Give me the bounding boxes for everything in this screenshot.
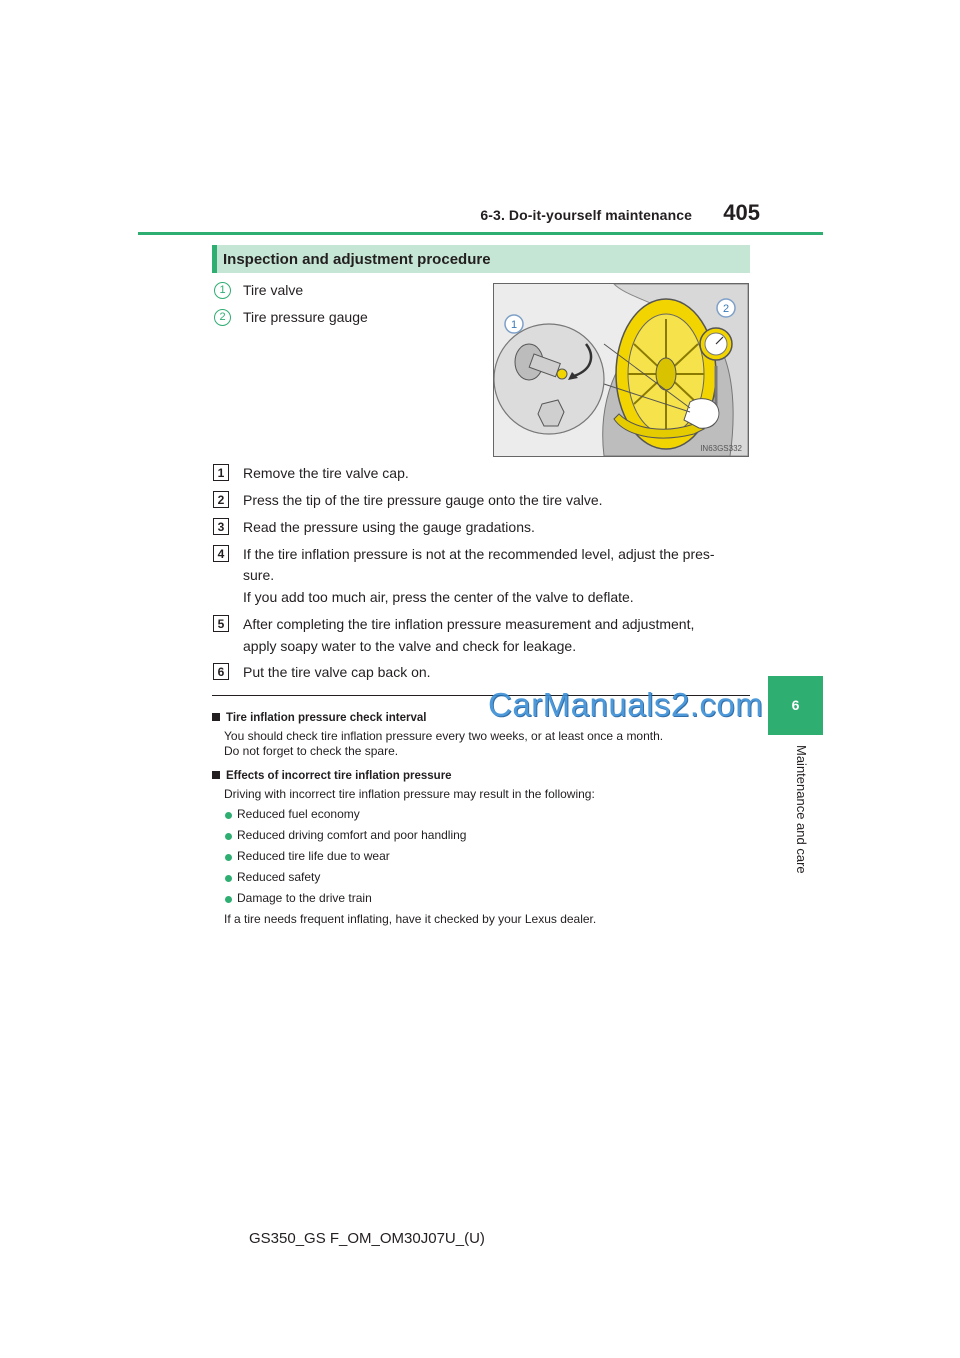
page-number: 405 (723, 200, 760, 225)
bullet-dot-icon (225, 896, 232, 903)
note-interval-heading (212, 708, 426, 726)
figure-marker-1: 1 (510, 319, 518, 331)
step-number-1: 1 (213, 464, 229, 481)
note-effects-heading (212, 766, 452, 784)
effects-bullet-3: Reduced tire life due to wear (237, 849, 390, 863)
chapter-tab: 6 (768, 676, 823, 735)
effects-bullet-2: Reduced driving comfort and poor handling (237, 828, 467, 842)
header-rule (138, 232, 823, 235)
step-number-6: 6 (213, 663, 229, 680)
effects-bullet-5: Damage to the drive train (237, 891, 372, 905)
effects-bullet-1: Reduced fuel economy (237, 807, 360, 821)
step-number-4: 4 (213, 545, 229, 562)
step-number-5: 5 (213, 615, 229, 632)
callout-number-1: 1 (214, 282, 231, 299)
bullet-dot-icon (225, 833, 232, 840)
header-section-title: 6-3. Do-it-yourself maintenance (480, 207, 692, 223)
bullet-dot-icon (225, 875, 232, 882)
bullet-dot-icon (225, 854, 232, 861)
square-bullet-icon (212, 713, 220, 721)
chapter-title-vertical: Maintenance and care (794, 745, 809, 874)
note-interval-body-2: Do not forget to check the spare. (224, 744, 399, 758)
step-3-text: Read the pressure using the gauge gradations. (243, 519, 535, 535)
footer-document-code: GS350_GS F_OM_OM30J07U_(U) (249, 1230, 485, 1247)
section-title: Inspection and adjustment procedure (223, 251, 491, 268)
callout-number-2: 2 (214, 309, 231, 326)
step-1-text: Remove the tire valve cap. (243, 465, 409, 481)
step-5-text-line-2: apply soapy water to the valve and check for leakage. (243, 638, 577, 654)
bullet-dot-icon (225, 812, 232, 819)
step-number-3: 3 (213, 518, 229, 535)
tire-gauge-drawing (494, 284, 748, 456)
step-number-2: 2 (213, 491, 229, 508)
figure-marker-2: 2 (722, 303, 730, 315)
square-bullet-icon (212, 771, 220, 779)
watermark-logo: CarManuals2.com (488, 686, 764, 723)
step-4-text-line-2: sure. (243, 567, 275, 583)
step-6-text: Put the tire valve cap back on. (243, 664, 431, 680)
figure-code: IN63GS332 (700, 444, 742, 453)
note-effects-intro: Driving with incorrect tire inflation pressure may result in the following: (224, 787, 595, 801)
step-4-text-line-3: If you add too much air, press the center of the valve to deflate. (243, 589, 634, 605)
note-interval-body-1: You should check tire inflation pressure every two weeks, or at least once a month. (224, 729, 664, 743)
note-interval-heading-text: Tire inflation pressure check interval (226, 712, 427, 724)
step-5-text-line-1: After completing the tire inflation pressure measurement and adjustment, (243, 616, 695, 632)
effects-bullet-4: Reduced safety (237, 870, 321, 884)
callout-label-1: Tire valve (243, 282, 304, 298)
tire-pressure-illustration (493, 283, 749, 457)
step-4-text-line-1: If the tire inflation pressure is not at the recommended level, adjust the pres- (243, 546, 715, 562)
callout-label-2: Tire pressure gauge (243, 309, 368, 325)
note-effects-heading-text: Effects of incorrect tire inflation pressure (226, 770, 452, 782)
step-2-text: Press the tip of the tire pressure gauge onto the tire valve. (243, 492, 603, 508)
note-effects-closing: If a tire needs frequent inflating, have it checked by your Lexus dealer. (224, 912, 597, 926)
